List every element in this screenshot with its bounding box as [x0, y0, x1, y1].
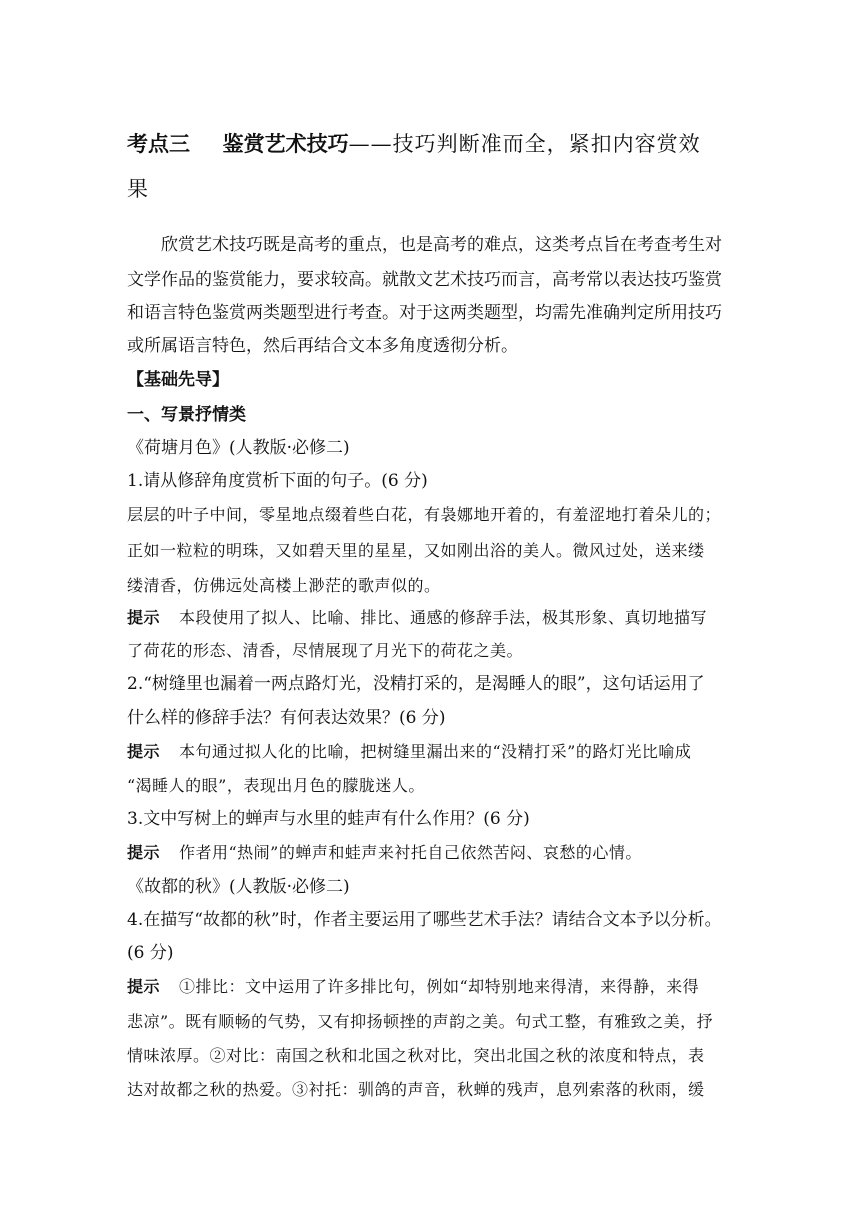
question-2: 2.“树缝里也漏着一两点路灯光，没精打采的，是渴睡人的眼”，这句话运用了 [127, 674, 705, 694]
heading-subtitle: ——技巧判断准而全，紧扣内容赏效 [348, 132, 701, 156]
tip-text: 本段使用了拟人、比喻、排比、通感的修辞手法，极其形象、真切地描写 [179, 608, 708, 627]
section-heading [127, 131, 701, 157]
intro-line: 欣赏艺术技巧既是高考的重点，也是高考的难点，这类考点旨在考查考生对 [161, 235, 722, 255]
quote-line: 层层的叶子中间，零星地点缀着些白花，有袅娜地开着的，有羞涩地打着朵儿的； [127, 505, 722, 524]
tip-2 [127, 742, 691, 762]
tip-line: 情味浓厚。②对比：南国之秋和北国之秋对比，突出北国之秋的浓度和特点，表 [127, 1046, 705, 1065]
question-1: 1.请从修辞角度赏析下面的句子。(6 分) [127, 471, 428, 491]
tip-label: 提示 [127, 977, 161, 996]
intro-line: 和语言特色鉴赏两类题型进行考查。对于这两类题型，均需先准确判定所用技巧 [127, 303, 722, 323]
tip-label: 提示 [127, 843, 161, 862]
tip-label: 提示 [127, 608, 161, 627]
question-4-cont: (6 分) [127, 943, 174, 963]
tip-4 [127, 977, 699, 997]
tip-line: 达对故都之秋的热爱。③衬托：驯鸽的声音，秋蝉的残声，息列索落的秋雨，缓 [127, 1080, 705, 1099]
intro-line: 或所属语言特色，然后再结合文本多角度透彻分析。 [127, 336, 518, 356]
heading-continuation [127, 176, 149, 202]
question-3: 3.文中写树上的蝉声与水里的蛙声有什么作用？(6 分) [127, 809, 530, 829]
question-4: 4.在描写“故都的秋”时，作者主要运用了哪些艺术手法？请结合文本予以分析。 [127, 910, 722, 930]
source-title: 《故都的秋》(人教版·必修二) [127, 877, 350, 897]
tip-label: 提示 [127, 742, 161, 761]
tip-text: 本句通过拟人化的比喻，把树缝里漏出来的“没精打采”的路灯光比喻成 [179, 742, 692, 761]
quote-line: 缕清香，仿佛远处高楼上渺茫的歌声似的。 [127, 576, 441, 595]
tip-text: 作者用“热闹”的蝉声和蛙声来衬托自己依然苦闷、哀愁的心情。 [179, 843, 642, 862]
heading-topic: 鉴赏艺术技巧 [222, 131, 349, 156]
tip-1 [127, 608, 707, 628]
category-heading: 一、写景抒情类 [127, 405, 246, 425]
tip-line: “渴睡人的眼”，表现出月色的朦胧迷人。 [127, 776, 425, 795]
source-title: 《荷塘月色》(人教版·必修二) [127, 438, 350, 458]
question-2-cont: 什么样的修辞手法？有何表达效果？(6 分) [127, 708, 446, 728]
tip-text: ①排比：文中运用了许多排比句，例如“却特别地来得清，来得静，来得 [179, 977, 700, 996]
heading-subtitle-end: 果 [127, 177, 149, 201]
quote-line: 正如一粒粒的明珠，又如碧天里的星星，又如刚出浴的美人。微风过处，送来缕 [127, 541, 705, 560]
section-label: 【基础先导】 [127, 370, 229, 390]
intro-line: 文学作品的鉴赏能力，要求较高。就散文艺术技巧而言，高考常以表达技巧鉴赏 [127, 270, 722, 290]
tip-line: 了荷花的形态、清香，尽情展现了月光下的荷花之美。 [127, 641, 524, 660]
tip-line: 悲凉”。既有顺畅的气势，又有抑扬顿挫的声韵之美。句式工整，有雅致之美，抒 [127, 1012, 714, 1031]
heading-label: 考点三 [127, 131, 190, 156]
tip-3 [127, 843, 642, 863]
